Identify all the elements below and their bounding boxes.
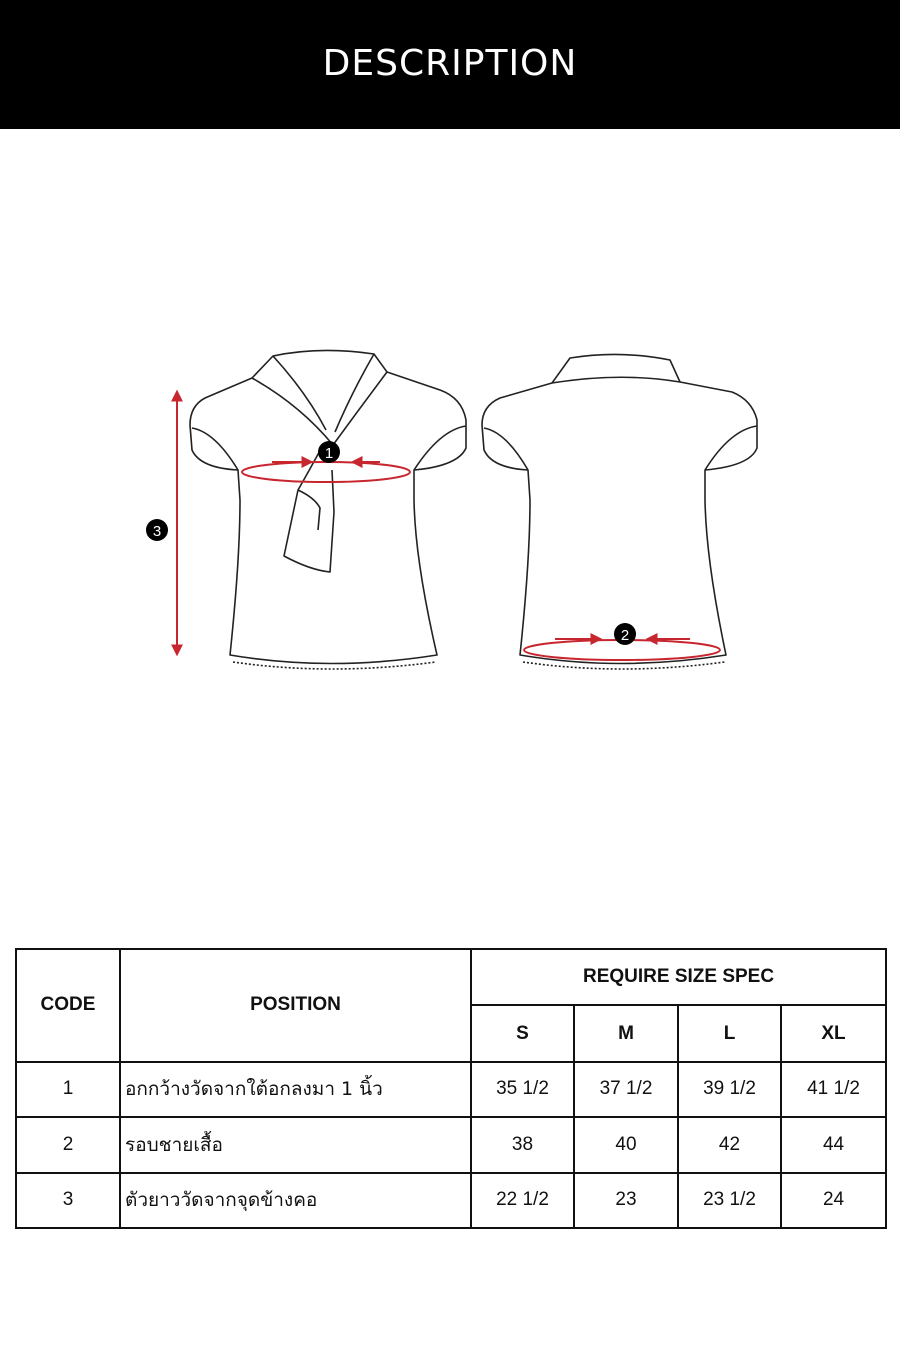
position-header: POSITION	[120, 949, 471, 1062]
svg-text:2: 2	[620, 627, 630, 644]
svg-text:3: 3	[152, 523, 162, 540]
row-value-l: 42	[678, 1117, 781, 1172]
row-value-xl: 24	[781, 1173, 886, 1228]
row-code: 1	[16, 1062, 120, 1117]
row-value-m: 37 1/2	[574, 1062, 678, 1117]
row-position: รอบชายเสื้อ	[120, 1117, 471, 1172]
shirt-front-icon	[190, 350, 466, 669]
row-position: อกกว้างวัดจากใต้อกลงมา 1 นิ้ว	[120, 1062, 471, 1117]
row-code: 2	[16, 1117, 120, 1172]
row-value-l: 23 1/2	[678, 1173, 781, 1228]
row-value-m: 40	[574, 1117, 678, 1172]
table-row	[16, 1117, 886, 1172]
row-position: ตัวยาววัดจากจุดข้างคอ	[120, 1173, 471, 1228]
shirt-back-icon	[482, 354, 757, 669]
code-header: CODE	[16, 949, 120, 1062]
svg-text:1: 1	[324, 445, 334, 462]
page-title: DESCRIPTION	[322, 43, 578, 84]
size-m-header: M	[574, 1005, 678, 1061]
spec-header: REQUIRE SIZE SPEC	[471, 949, 886, 1005]
row-value-xl: 44	[781, 1117, 886, 1172]
row-value-s: 22 1/2	[471, 1173, 574, 1228]
marker-2-badge	[614, 623, 636, 645]
row-value-m: 23	[574, 1173, 678, 1228]
marker-3-badge	[146, 519, 168, 541]
size-xl-header: XL	[781, 1005, 886, 1061]
row-value-s: 38	[471, 1117, 574, 1172]
chest-measure-line	[242, 462, 410, 482]
size-l-header: L	[678, 1005, 781, 1061]
row-value-l: 39 1/2	[678, 1062, 781, 1117]
measurement-illustration	[0, 129, 900, 929]
size-s-header: S	[471, 1005, 574, 1061]
page-header	[0, 0, 900, 129]
row-value-s: 35 1/2	[471, 1062, 574, 1117]
table-row	[16, 1173, 886, 1228]
table-row	[16, 1062, 886, 1117]
marker-1-badge	[318, 441, 340, 463]
size-spec-table	[15, 948, 887, 1229]
row-code: 3	[16, 1173, 120, 1228]
row-value-xl: 41 1/2	[781, 1062, 886, 1117]
